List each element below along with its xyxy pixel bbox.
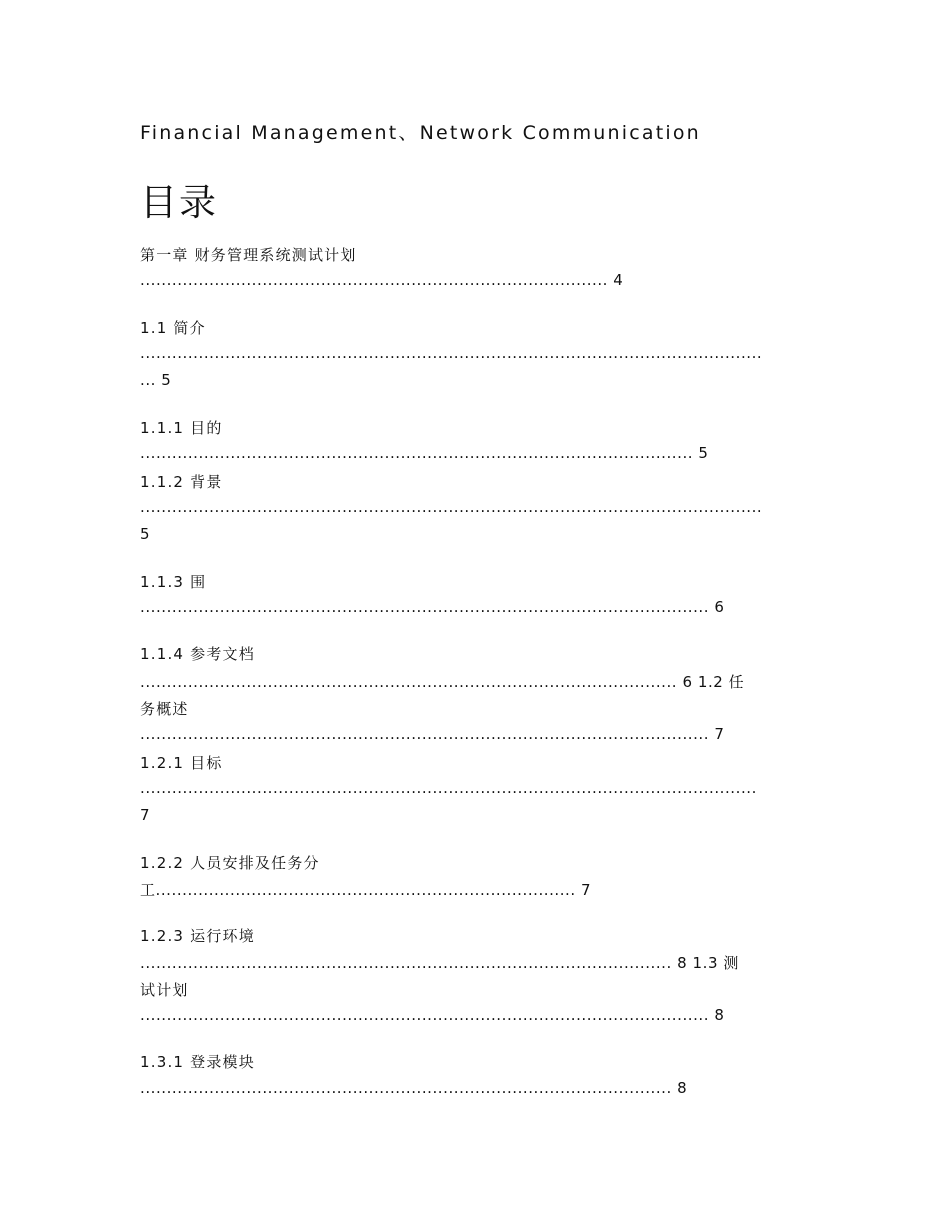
toc-leader-1-2: ........................................................................................................... 7 xyxy=(140,725,725,743)
document-header: Financial Management、Network Communication xyxy=(140,122,701,144)
toc-entry-1-2[interactable]: 务概述 xyxy=(140,700,189,718)
toc-leader-1-1-4: ..................................................................................................... 6 1.2 任 xyxy=(140,673,745,691)
toc-entry-1-3[interactable]: 试计划 xyxy=(140,981,189,999)
toc-entry-chapter-1[interactable]: 第一章 财务管理系统测试计划 xyxy=(140,246,357,264)
toc-leader-chapter-1: ........................................................................................ 4 xyxy=(140,271,624,289)
toc-entry-1-1-4[interactable]: 1.1.4 参考文档 xyxy=(140,645,255,663)
toc-entry-1-2-2[interactable]: 1.2.2 人员安排及任务分 xyxy=(140,854,320,872)
toc-entry-1-1-2[interactable]: 1.1.2 背景 xyxy=(140,473,223,491)
toc-leader-1-1-2: ..................................................................................................................... xyxy=(140,498,763,516)
toc-leader-1-3-1: .................................................................................................... 8 xyxy=(140,1079,688,1097)
toc-entry-1-3-1[interactable]: 1.3.1 登录模块 xyxy=(140,1053,255,1071)
toc-page-1-1-2: 5 xyxy=(140,525,151,543)
toc-leader-1-1-1: ........................................................................................................ 5 xyxy=(140,444,709,462)
toc-entry-1-1[interactable]: 1.1 简介 xyxy=(140,319,206,337)
page-title: 目录 xyxy=(140,181,218,224)
toc-entry-1-1-3[interactable]: 1.1.3 围 xyxy=(140,573,207,591)
toc-entry-1-2-1[interactable]: 1.2.1 目标 xyxy=(140,754,223,772)
toc-leader-1-3: ........................................................................................................... 8 xyxy=(140,1006,725,1024)
toc-page-1-2-1: 7 xyxy=(140,806,151,824)
toc-leader-1-2-2: 工............................................................................... 7 xyxy=(140,881,592,899)
toc-leader-1-1-3: ........................................................................................................... 6 xyxy=(140,598,725,616)
toc-leader-1-2-1: .................................................................................................................... xyxy=(140,779,757,797)
toc-page-1-1: ... 5 xyxy=(140,371,172,389)
toc-leader-1-1: ..................................................................................................................... xyxy=(140,344,763,362)
toc-entry-1-2-3[interactable]: 1.2.3 运行环境 xyxy=(140,927,255,945)
toc-entry-1-1-1[interactable]: 1.1.1 目的 xyxy=(140,419,223,437)
toc-leader-1-2-3: .................................................................................................... 8 1.3 测 xyxy=(140,954,739,972)
